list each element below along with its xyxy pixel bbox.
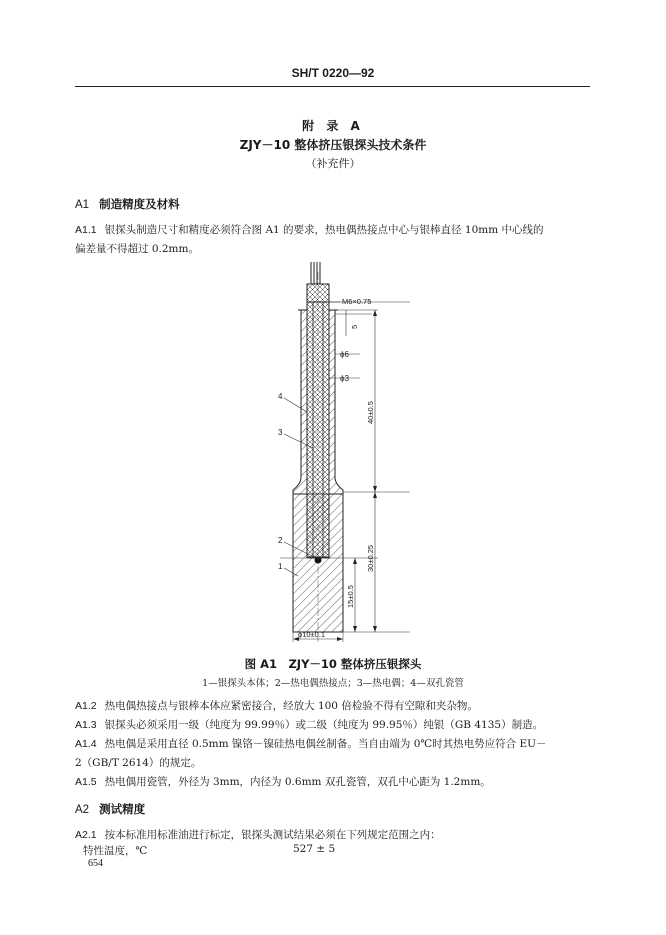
clause-number: A1.3 (75, 719, 97, 731)
paragraph-a1-5 (75, 773, 595, 792)
label-dim-5: 5 (350, 324, 359, 329)
label-dim-30: 30±0.25 (366, 544, 375, 572)
label-dia-10: ϕ10±0.1 (298, 630, 326, 639)
paragraph-a1-1 (75, 221, 595, 259)
clause-number: A1.4 (75, 738, 97, 750)
appendix-label: 附 录 A (302, 119, 364, 133)
appendix-type: （补充件） (305, 157, 361, 170)
clause-text: 热电偶是采用直径 0.5mm 镍铬－镍硅热电偶丝制备。当自由端为 0℃时其热电势应符合 EU－ (104, 738, 547, 750)
clause-text: 热电偶用瓷管，外径为 3mm，内径为 0.6mm 双孔瓷管，双孔中心距为 1.2mm。 (104, 776, 491, 788)
clause-text: 热电偶热接点与银棒本体应紧密接合，经放大 100 倍检验不得有空隙和夹杂物。 (104, 700, 478, 712)
running-header: SH/T 0220—92 (291, 66, 375, 80)
label-dia-3: ϕ3 (340, 374, 349, 383)
appendix-title: ZJY－10 整体挤压银探头技术条件 (239, 138, 427, 152)
section-heading-a1 (75, 196, 180, 212)
clause-text: 银探头必须采用一级（纯度为 99.99％）或二级（纯度为 99.95％）纯银（GB 4135）制造。 (104, 719, 544, 731)
label-dim-15: 15±0.5 (346, 585, 355, 608)
clause-text-continued: 偏差量不得超过 0.2mm。 (75, 243, 199, 255)
part-label-4: 4 (278, 392, 283, 401)
section-heading-a2 (75, 801, 145, 817)
paragraph-a1-4 (75, 735, 595, 773)
figure-caption: 图 A1 ZJY－10 整体挤压银探头 (244, 657, 422, 671)
clause-text-continued: 2（GB/T 2614）的规定。 (75, 757, 202, 769)
paragraph-a1-2 (75, 697, 595, 716)
clause-number: A2.1 (75, 829, 97, 841)
label-thread: M6×0.75 (342, 297, 372, 306)
page-number: 654 (88, 858, 103, 869)
paragraph-a1-3 (75, 716, 595, 735)
section-number: A2 (75, 804, 90, 816)
figure-a1-drawing (260, 262, 430, 652)
spec-label: 特性温度，℃ (83, 845, 148, 857)
label-dia-6: ϕ6 (340, 350, 349, 359)
clause-number: A1.1 (75, 224, 97, 236)
thermocouple-wires (311, 262, 320, 284)
part-label-1: 1 (278, 562, 283, 571)
section-title: 制造精度及材料 (99, 197, 180, 211)
spec-value: 527 ± 5 (293, 843, 336, 855)
clause-number: A1.5 (75, 776, 97, 788)
part-label-3: 3 (278, 428, 283, 437)
header-rule (75, 86, 590, 87)
section-number: A1 (75, 199, 90, 211)
label-dim-40: 40±0.5 (366, 401, 375, 424)
figure-legend: 1—银探头本体；2—热电偶热接点；3—热电偶；4—双孔瓷管 (202, 678, 464, 689)
clause-text: 按本标准用标准油进行标定，银探头测试结果必须在下列规定范围之内： (104, 829, 441, 841)
clause-text: 银探头制造尺寸和精度必须符合图 A1 的要求，热电偶热接点中心与银棒直径 10mm 中心线的 (104, 224, 544, 236)
clause-number: A1.2 (75, 700, 97, 712)
section-title: 测试精度 (99, 802, 146, 816)
part-label-2: 2 (278, 536, 283, 545)
